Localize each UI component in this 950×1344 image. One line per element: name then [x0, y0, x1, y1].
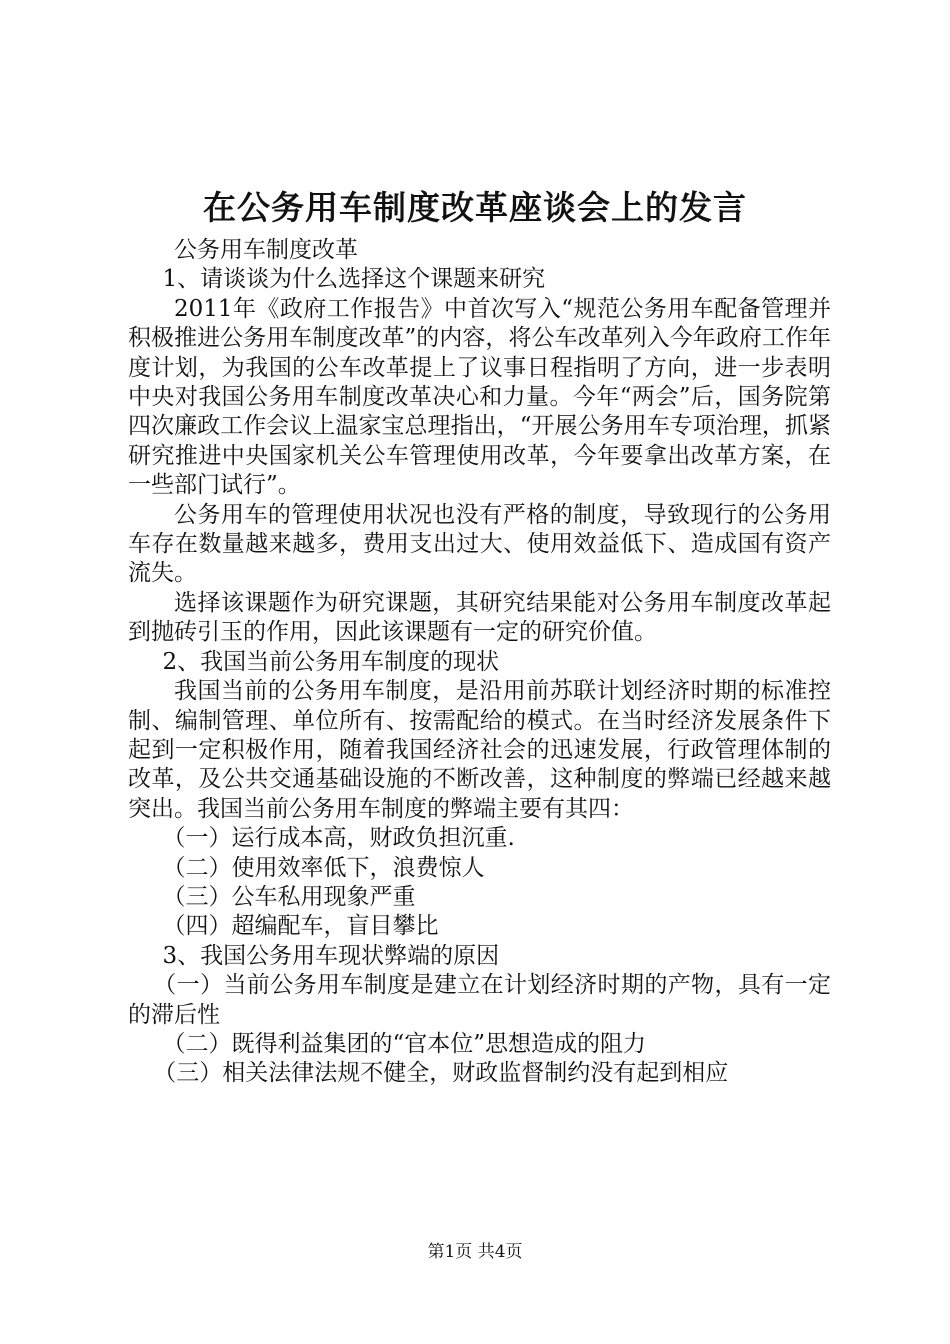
list-item-drawback-4: （四）超编配车，盲目攀比 [162, 913, 439, 940]
list-item-drawback-1: （一）运行成本高，财政负担沉重. [162, 825, 515, 852]
paragraph-subject: 公务用车制度改革 [174, 237, 358, 263]
list-item-drawback-2: （二）使用效率低下，浪费惊人 [162, 854, 485, 881]
paragraph-current-system: 我国当前的公务用车制度，是沿用前苏联计划经济时期的标准控制、编制管理、单位所有、按需配给的模式。在当时经济发展条件下起到一定积极作用，随着我国经济社会的迅速发展，行政管理体制的改革，及公共交通基础设施的不断改善，这种制度的弊端已经越来越突出。我国当前公务用车制度的弊端主要有其四： [128, 678, 831, 822]
document-title: 在公务用车制度改革座谈会上的发言 [203, 188, 747, 227]
heading-question-2: 2、我国当前公务用车制度的现状 [162, 648, 500, 675]
paragraph-management: 公务用车的管理使用状况也没有严格的制度，导致现行的公务用车存在数量越来越多，费用支出过大、使用效益低下、造成国有资产流失。 [128, 501, 831, 587]
paragraph-topic-value: 选择该课题作为研究课题，其研究结果能对公务用车制度改革起到抛砖引玉的作用，因此该课题有一定的研究价值。 [128, 589, 831, 646]
document-body [128, 236, 831, 1089]
page-footer: 第1页 共4页 [427, 1242, 523, 1262]
heading-question-1: 1、请谈谈为什么选择这个课题来研究 [162, 266, 546, 293]
list-item-cause-2: （二）既得利益集团的“官本位”思想造成的阻力 [162, 1030, 647, 1057]
list-item-drawback-3: （三）公车私用现象严重 [162, 883, 416, 910]
list-item-cause-3: （三）相关法律法规不健全，财政监督制约没有起到相应 [153, 1060, 729, 1087]
list-item-cause-1: （一）当前公务用车制度是建立在计划经济时期的产物，具有一定的滞后性 [128, 972, 831, 1028]
paragraph-report: 2011年《政府工作报告》中首次写入“规范公务用车配备管理并积极推进公务用车制度改革”的内容，将公车改革列入今年政府工作年度计划，为我国的公车改革提上了议事日程指明了方向，进一步表明中央对我国公务用车制度改革决心和力量。今年“两会”后，国务院第四次廉政工作会议上温家宝总理指出，“开展公务用车专项治理，抓紧研究推进中央国家机关公车管理使用改革，今年要拿出改革方案，在一些部门试行”。 [128, 295, 831, 499]
heading-question-3: 3、我国公务用车现状弊端的原因 [162, 942, 500, 969]
